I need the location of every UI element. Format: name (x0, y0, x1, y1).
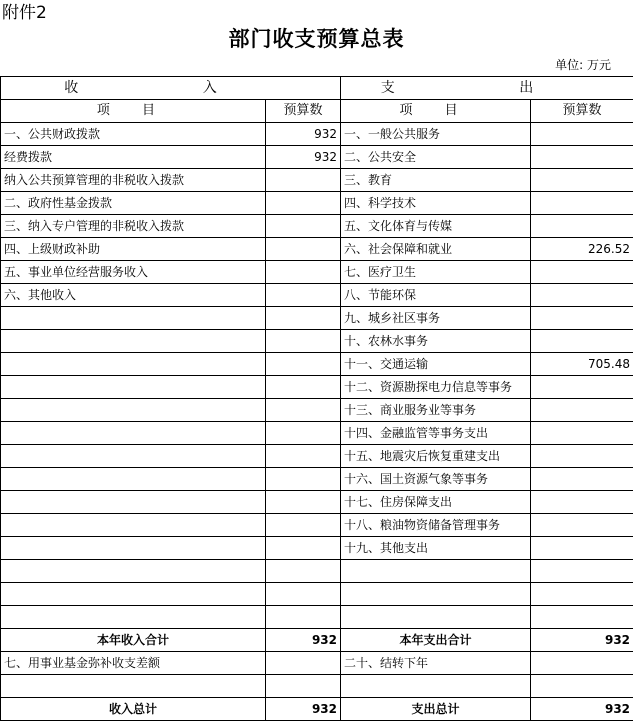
expense-value-cell (531, 468, 633, 491)
income-item-cell (1, 606, 266, 629)
section-header-row (1, 77, 633, 100)
expense-value-cell (531, 330, 633, 353)
table-row (1, 583, 633, 606)
income-item-cell (1, 422, 266, 445)
expense-item-cell: 十一、交通运输 (341, 353, 531, 376)
income-item-cell (1, 376, 266, 399)
income-total-value: 932 (266, 698, 341, 721)
expense-value-cell (531, 192, 633, 215)
expense-item-cell (341, 583, 531, 606)
table-row (1, 445, 633, 468)
expense-section-header: 支 出 (341, 77, 633, 100)
attachment-label: 附件2 (2, 3, 47, 23)
expense-item-cell (341, 560, 531, 583)
income-value-cell (266, 422, 341, 445)
income-total-label: 收入总计 (1, 698, 266, 721)
income-item-cell (1, 330, 266, 353)
page-title: 部门收支预算总表 (228, 27, 405, 51)
income-section-header: 收 入 (1, 77, 341, 100)
empty-cell (531, 675, 633, 698)
table-row (1, 468, 633, 491)
income-value-cell: 932 (266, 146, 341, 169)
empty-cell (341, 675, 531, 698)
income-item-cell (1, 468, 266, 491)
table-row (1, 422, 633, 445)
income-item-cell (1, 307, 266, 330)
income-value-cell (266, 399, 341, 422)
expense-item-cell: 十二、资源勘探电力信息等事务 (341, 376, 531, 399)
budget-table (0, 76, 633, 721)
empty-cell (266, 675, 341, 698)
expense-item-cell: 十八、粮油物资储备管理事务 (341, 514, 531, 537)
income-budget-header: 预算数 (266, 100, 341, 123)
expense-item-cell: 十七、住房保障支出 (341, 491, 531, 514)
income-value-cell (266, 376, 341, 399)
income-value-cell (266, 445, 341, 468)
expense-value-cell (531, 399, 633, 422)
expense-value-cell (531, 422, 633, 445)
expense-value-cell (531, 652, 633, 675)
table-row (1, 307, 633, 330)
income-value-cell (266, 284, 341, 307)
income-value-cell (266, 491, 341, 514)
table-row (1, 560, 633, 583)
income-item-cell (1, 353, 266, 376)
expense-budget-header: 预算数 (531, 100, 633, 123)
income-value-cell (266, 261, 341, 284)
income-item-cell: 五、事业单位经营服务收入 (1, 261, 266, 284)
income-value-cell (266, 215, 341, 238)
subtotal-row (1, 629, 633, 652)
income-item-cell: 三、纳入专户管理的非税收入拨款 (1, 215, 266, 238)
table-row (1, 123, 633, 146)
table-row (1, 606, 633, 629)
income-item-cell: 经费拨款 (1, 146, 266, 169)
expense-value-cell (531, 169, 633, 192)
expense-value-cell (531, 514, 633, 537)
income-item-header: 项 目 (1, 100, 266, 123)
expense-value-cell (531, 307, 633, 330)
table-row (1, 537, 633, 560)
expense-item-cell: 十六、国土资源气象等事务 (341, 468, 531, 491)
income-item-cell: 四、上级财政补助 (1, 238, 266, 261)
expense-total-label: 支出总计 (341, 698, 531, 721)
table-row (1, 215, 633, 238)
income-item-cell (1, 583, 266, 606)
table-row (1, 514, 633, 537)
expense-value-cell (531, 376, 633, 399)
expense-item-cell: 十四、金融监管等事务支出 (341, 422, 531, 445)
income-item-cell (1, 491, 266, 514)
expense-value-cell (531, 560, 633, 583)
table-row (1, 192, 633, 215)
expense-item-cell: 五、文化体育与传媒 (341, 215, 531, 238)
income-value-cell (266, 468, 341, 491)
empty-cell (1, 675, 266, 698)
expense-total-value: 932 (531, 698, 633, 721)
income-item-cell (1, 514, 266, 537)
income-subtotal-label: 本年收入合计 (1, 629, 266, 652)
expense-value-cell (531, 146, 633, 169)
income-value-cell (266, 307, 341, 330)
income-item-cell: 六、其他收入 (1, 284, 266, 307)
expense-value-cell: 705.48 (531, 353, 633, 376)
expense-value-cell: 226.52 (531, 238, 633, 261)
table-row (1, 330, 633, 353)
income-item-cell (1, 560, 266, 583)
table-row (1, 169, 633, 192)
table-row (1, 491, 633, 514)
expense-value-cell (531, 537, 633, 560)
expense-item-cell: 十、农林水事务 (341, 330, 531, 353)
expense-value-cell (531, 123, 633, 146)
income-item-cell: 七、用事业基金弥补收支差额 (1, 652, 266, 675)
expense-item-header: 项 目 (341, 100, 531, 123)
income-item-cell: 一、公共财政拨款 (1, 123, 266, 146)
expense-subtotal-value: 932 (531, 629, 633, 652)
income-value-cell (266, 238, 341, 261)
expense-item-cell (341, 606, 531, 629)
income-item-cell: 纳入公共预算管理的非税收入拨款 (1, 169, 266, 192)
income-item-cell (1, 537, 266, 560)
expense-item-cell: 八、节能环保 (341, 284, 531, 307)
income-value-cell (266, 353, 341, 376)
expense-item-cell: 九、城乡社区事务 (341, 307, 531, 330)
expense-item-cell: 四、科学技术 (341, 192, 531, 215)
total-row (1, 698, 633, 721)
expense-value-cell (531, 491, 633, 514)
income-value-cell (266, 192, 341, 215)
income-value-cell (266, 560, 341, 583)
expense-item-cell: 十五、地震灾后恢复重建支出 (341, 445, 531, 468)
table-row (1, 399, 633, 422)
table-row (1, 261, 633, 284)
expense-item-cell: 六、社会保障和就业 (341, 238, 531, 261)
expense-item-cell: 二十、结转下年 (341, 652, 531, 675)
table-row (1, 238, 633, 261)
income-item-cell: 二、政府性基金拨款 (1, 192, 266, 215)
unit-label: 单位: 万元 (555, 58, 611, 72)
table-row (1, 146, 633, 169)
expense-value-cell (531, 215, 633, 238)
expense-item-cell: 三、教育 (341, 169, 531, 192)
table-row (1, 675, 633, 698)
column-header-row (1, 100, 633, 123)
income-value-cell (266, 583, 341, 606)
expense-item-cell: 十三、商业服务业等事务 (341, 399, 531, 422)
table-row (1, 376, 633, 399)
expense-item-cell: 七、医疗卫生 (341, 261, 531, 284)
table-row (1, 353, 633, 376)
expense-item-cell: 十九、其他支出 (341, 537, 531, 560)
income-value-cell (266, 652, 341, 675)
income-value-cell (266, 330, 341, 353)
income-subtotal-value: 932 (266, 629, 341, 652)
income-value-cell (266, 169, 341, 192)
income-value-cell: 932 (266, 123, 341, 146)
expense-value-cell (531, 261, 633, 284)
expense-value-cell (531, 583, 633, 606)
expense-item-cell: 一、一般公共服务 (341, 123, 531, 146)
income-value-cell (266, 606, 341, 629)
income-item-cell (1, 399, 266, 422)
income-value-cell (266, 514, 341, 537)
expense-value-cell (531, 606, 633, 629)
expense-subtotal-label: 本年支出合计 (341, 629, 531, 652)
expense-item-cell: 二、公共安全 (341, 146, 531, 169)
income-item-cell (1, 445, 266, 468)
table-row (1, 284, 633, 307)
table-row (1, 652, 633, 675)
expense-value-cell (531, 445, 633, 468)
income-value-cell (266, 537, 341, 560)
expense-value-cell (531, 284, 633, 307)
